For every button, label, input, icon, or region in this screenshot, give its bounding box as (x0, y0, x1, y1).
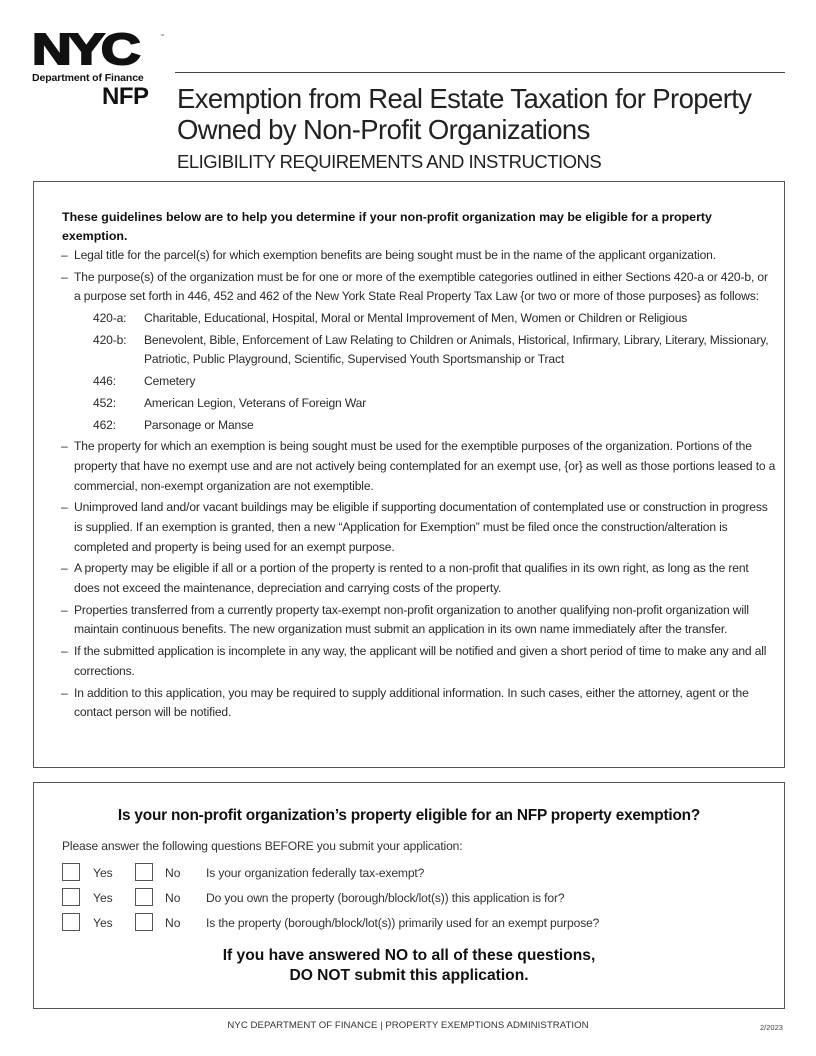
yes-label: Yes (93, 916, 113, 930)
yes-checkbox[interactable] (62, 913, 80, 931)
no-label: No (165, 866, 181, 880)
category-code: 420-b: (93, 332, 127, 347)
exempt-categories-list (74, 309, 776, 435)
footer-agency: NYC DEPARTMENT OF FINANCE | PROPERTY EXEMPTIONS ADMINISTRATION (227, 1020, 589, 1031)
eligibility-box (33, 782, 785, 1009)
warning-line-1: If you have answered NO to all of these questions, (222, 947, 596, 964)
category-description: Benevolent, Bible, Enforcement of Law Relating to Children or Animals, Historical, Infirmary, Library, Literary, Missionary, Patriotic, Public Playground, Scientific, Supervised Youth Sportsmanship or Tract (144, 332, 769, 367)
guideline-item: – Unimproved land and/or vacant buildings may be eligible if supporting documentation of contemplated use or construction in progress is supplied. If an exemption is granted, then a new “Application for Exemption” must be filed once the construction/alteration is completed and property is being used for an exempt purpose. (61, 500, 768, 554)
guideline-item: – The property for which an exemption is being sought must be used for the exemptible purposes of the organization. Portions of the property that have no exempt use and are not actively being contemplated for an exempt use, {or} as well as those portions leased to a commercial, non-exempt organization are not exemptible. (61, 439, 776, 493)
question-text: Do you own the property (borough/block/lot(s)) this application is for? (206, 891, 565, 905)
eligibility-instruction: Please answer the following questions BEFORE you submit your application: (62, 839, 463, 853)
form-code: NFP (102, 83, 149, 110)
category-code: 452: (93, 395, 116, 410)
category-description: American Legion, Veterans of Foreign War (144, 395, 367, 410)
category-item (74, 416, 776, 436)
dash-bullet-icon: – (61, 269, 68, 284)
category-description: Charitable, Educational, Hospital, Moral or Mental Improvement of Men, Women or Children or Religious (144, 310, 688, 325)
yes-label: Yes (93, 891, 113, 905)
yes-checkbox[interactable] (62, 888, 80, 906)
department-name: Department of Finance (32, 72, 144, 84)
category-code: 420-a: (93, 310, 127, 325)
no-label: No (165, 916, 181, 930)
trademark-symbol: ™ (160, 33, 164, 38)
no-checkbox[interactable] (135, 888, 153, 906)
guidelines-list (61, 246, 776, 725)
dash-bullet-icon: – (61, 685, 68, 700)
guideline-item: – A property may be eligible if all or a portion of the property is rented to a non-profit that qualifies in its own right, as long as the rent does not exceed the maintenance, depreciation and carrying costs of the property. (61, 561, 749, 595)
category-item (74, 372, 776, 392)
dash-bullet-icon: – (61, 439, 68, 454)
title-line-2: Owned by Non-Profit Organizations (177, 114, 590, 145)
yes-checkbox[interactable] (62, 863, 80, 881)
eligibility-warning (34, 946, 784, 985)
page-title (177, 83, 751, 145)
title-line-1: Exemption from Real Estate Taxation for Property (177, 83, 752, 114)
no-checkbox[interactable] (135, 863, 153, 881)
warning-line-2: DO NOT submit this application. (289, 966, 529, 984)
revision-date: 2/2023 (760, 1023, 783, 1032)
category-item (74, 309, 776, 329)
dash-bullet-icon: – (61, 602, 68, 617)
category-description: Parsonage or Manse (144, 417, 254, 432)
dash-bullet-icon: – (61, 500, 68, 515)
no-checkbox[interactable] (135, 913, 153, 931)
guidelines-box (33, 181, 785, 768)
dash-bullet-icon: – (61, 644, 68, 659)
guidelines-intro: These guidelines below are to help you determine if your non-profit organization may be eligible for a property exemption. (62, 210, 712, 243)
no-label: No (165, 891, 181, 905)
guideline-item: – Properties transferred from a currently property tax-exempt non-profit organization to another qualifying non-profit organization will maintain continuous benefits. The new organization must submit an application in its own name immediately after the transfer. (61, 602, 749, 637)
eligibility-title: Is your non-profit organization’s property eligible for an NFP property exemption? (117, 807, 701, 824)
category-item (74, 394, 776, 414)
category-code: 446: (93, 374, 116, 389)
category-description: Cemetery (144, 374, 196, 389)
guideline-item: – The purpose(s) of the organization must be for one or more of the exemptible categories outlined in either Sections 420-a or 420-b, or a purpose set forth in 446, 452 and 462 of the New York State Real Property Tax Law {or two or more of those purposes} as follows: 420-a: Charitable, Educational, Hospital, Moral or Mental Improvement of Men, Women or Children or Religious 420-b: Benevolent, Bible, Enforcement of Law Relating to Children or Animals, Historical, Infirmary, Library, Literary, Missionary, Patriotic, Public Playground, Scientific, Supervised Youth Sportsmanship or Tract 446: Cemetery 452: American Legion, Veterans of Foreign War 462: Parsonage or Manse (61, 268, 776, 435)
dash-bullet-icon: – (61, 248, 68, 262)
guideline-item: – Legal title for the parcel(s) for which exemption benefits are being sought must be in the name of the applicant organization. (61, 246, 776, 266)
nyc-logo-wordmark: NYC (32, 25, 137, 74)
question-text: Is the property (borough/block/lot(s)) primarily used for an exempt purpose? (206, 916, 600, 930)
question-text: Is your organization federally tax-exempt? (206, 866, 425, 880)
yes-label: Yes (93, 866, 113, 880)
dash-bullet-icon: – (61, 561, 68, 576)
page-subtitle: ELIGIBILITY REQUIREMENTS AND INSTRUCTIONS (177, 151, 602, 172)
header-divider (175, 72, 785, 73)
category-item (74, 331, 776, 370)
guideline-item: – If the submitted application is incomplete in any way, the applicant will be notified and given a short period of time to make any and all corrections. (61, 644, 767, 678)
nyc-dof-logo (32, 25, 164, 84)
category-code: 462: (93, 417, 116, 432)
guideline-item: – In addition to this application, you may be required to supply additional information. In such cases, either the attorney, agent or the contact person will be notified. (61, 685, 749, 720)
